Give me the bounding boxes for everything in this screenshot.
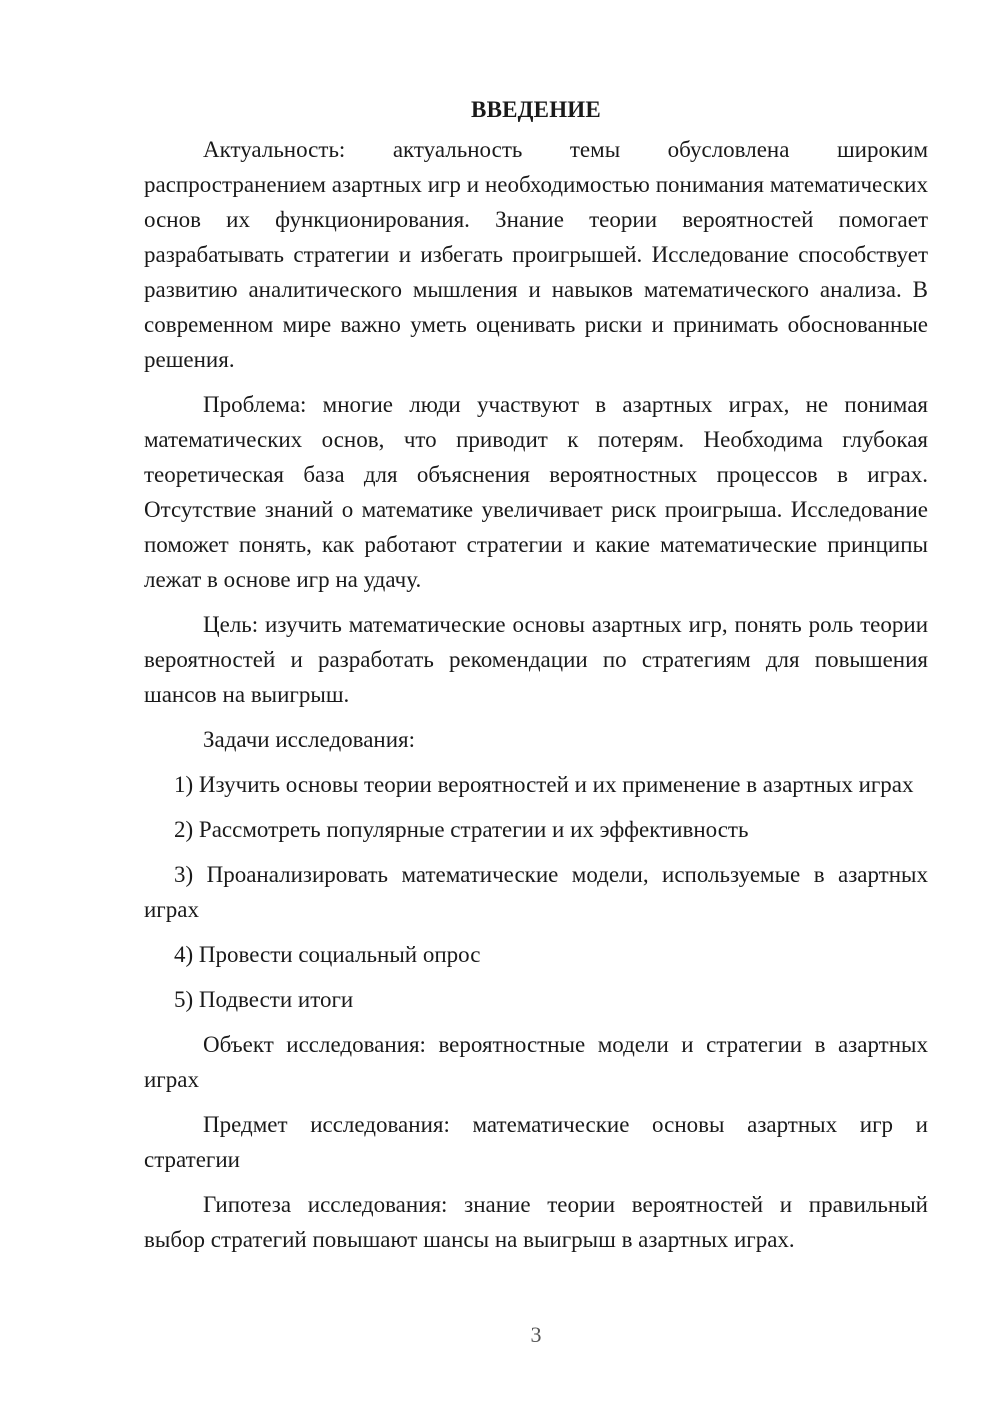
page-number: 3 (530, 1322, 542, 1347)
problem-paragraph: Проблема: многие люди участвуют в азартных играх, не понимая математических основ, что приводит к потерям. Необходима глубокая теоретическая база для объяснения вероятностных процессов в играх. Отсутствие знаний о математике увеличивает риск проигрыша. Исследование поможет понять, как работают стратегии и какие математические принципы лежат в основе игр на удачу. (144, 392, 928, 592)
goal-paragraph: Цель: изучить математические основы азартных игр, понять роль теории вероятностей и разработать рекомендации по стратегиям для повышения шансов на выигрыш. (144, 612, 928, 707)
object-paragraph: Объект исследования: вероятностные модели и стратегии в азартных играх (144, 1032, 928, 1092)
task-item-2: 2) Рассмотреть популярные стратегии и их эффективность (174, 817, 749, 842)
page-title: ВВЕДЕНИЕ (471, 97, 601, 122)
task-item-1: 1) Изучить основы теории вероятностей и их применение в азартных играх (174, 772, 914, 797)
relevance-paragraph: Актуальность: актуальность темы обусловлена широким распространением азартных игр и необходимостью понимания математических основ их функционирования. Знание теории вероятностей помогает разрабатывать стратегии и избегать проигрышей. Исследование способствует развитию аналитического мышления и навыков математического анализа. В современном мире важно уметь оценивать риски и принимать обоснованные решения. (144, 137, 928, 372)
task-item-5: 5) Подвести итоги (174, 987, 354, 1012)
tasks-heading: Задачи исследования: (203, 727, 416, 752)
task-item-4: 4) Провести социальный опрос (174, 942, 481, 967)
document-page (144, 92, 928, 1267)
subject-paragraph: Предмет исследования: математические основы азартных игр и стратегии (144, 1112, 928, 1172)
task-item-3: 3) Проанализировать математические модели, используемые в азартных играх (144, 862, 928, 922)
hypothesis-paragraph: Гипотеза исследования: знание теории вероятностей и правильный выбор стратегий повышают шансы на выигрыш в азартных играх. (144, 1192, 928, 1252)
